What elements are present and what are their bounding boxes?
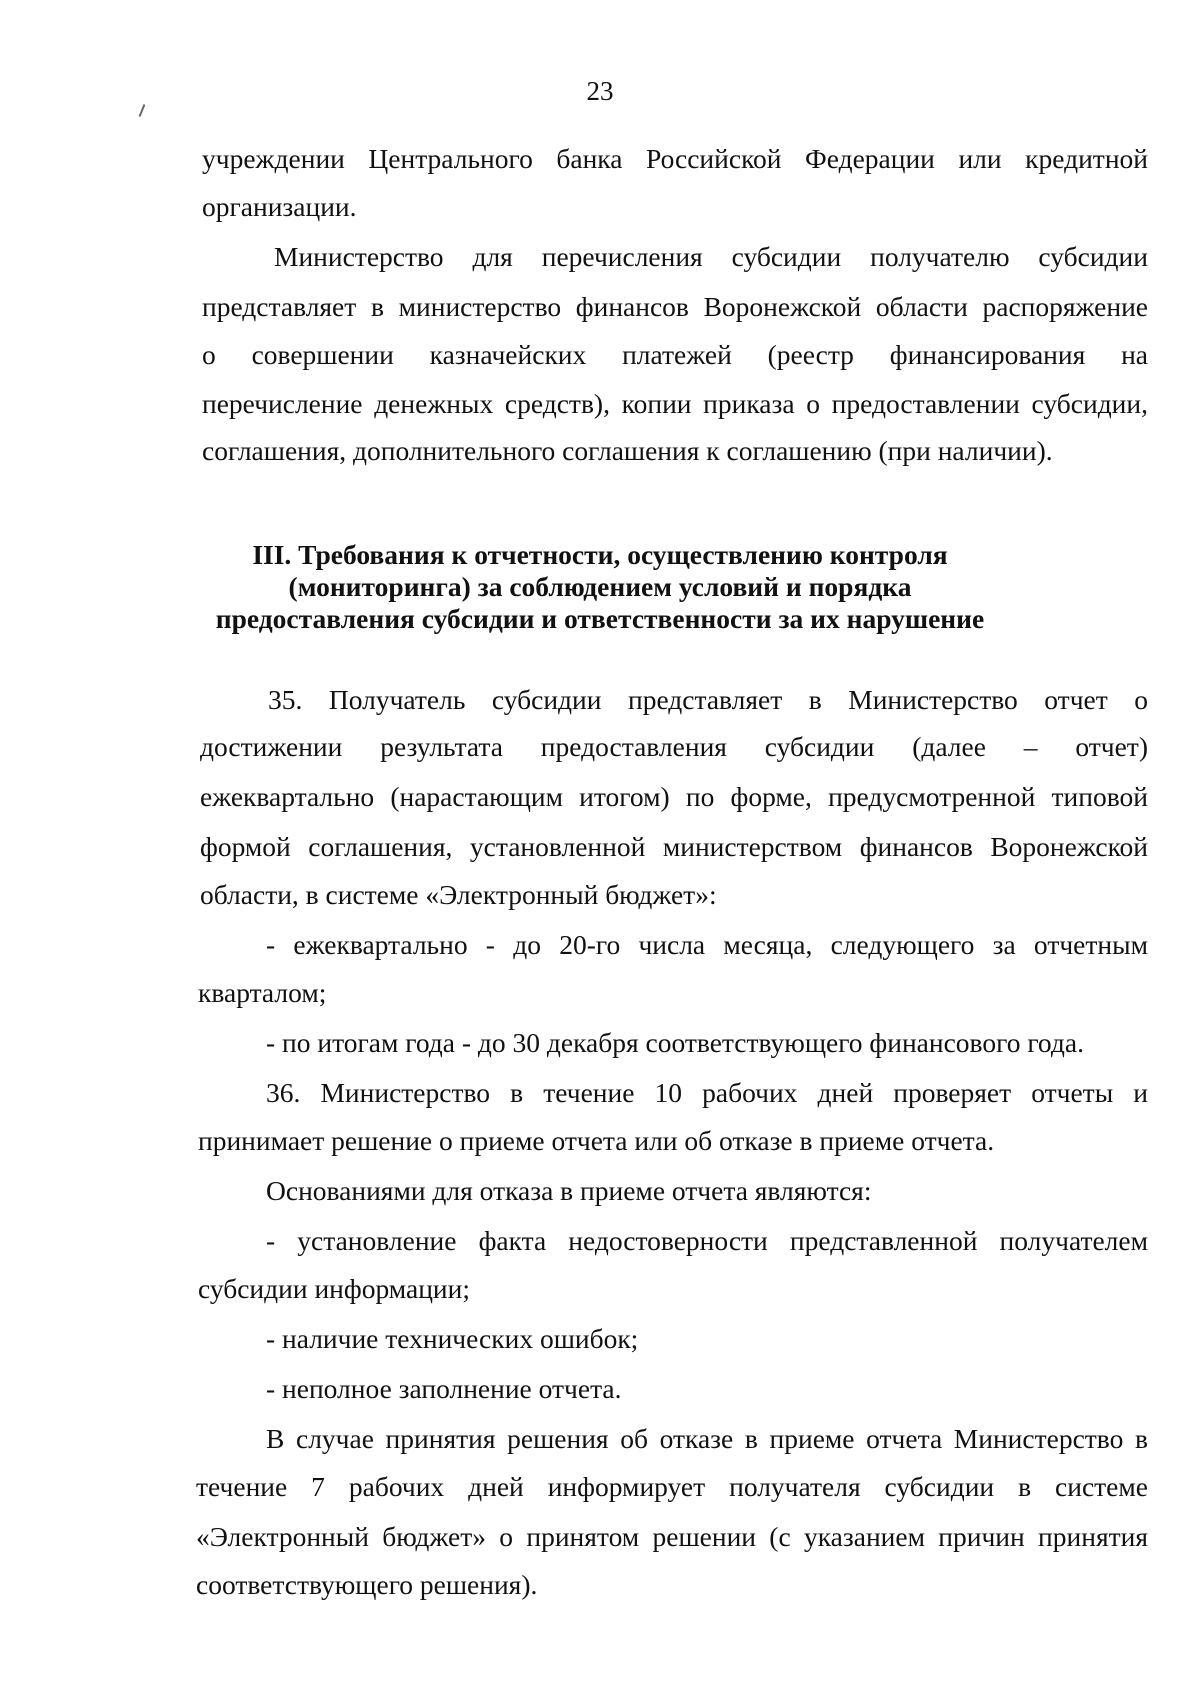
text-line: Министерство для перечисления субсидии получателю субсидии (274, 241, 1148, 272)
section-heading-line: (мониторинга) за соблюдением условий и порядка (288, 571, 912, 602)
text-line: 35. Получатель субсидии представляет в Министерство отчет о (268, 684, 1148, 715)
text-line: течение 7 рабочих дней информирует получателя субсидии в системе (196, 1471, 1148, 1502)
text-line: формой соглашения, установленной министерством финансов Воронежской (200, 831, 1148, 862)
text-line: учреждении Центрального банка Российской Федерации или кредитной (202, 143, 1148, 174)
section-heading-line: предоставления субсидии и ответственности за их нарушение (215, 603, 985, 634)
text-line: - установление факта недостоверности представленной получателем (266, 1225, 1148, 1256)
text-line: представляет в министерство финансов Воронежской области распоряжение (202, 291, 1148, 322)
text-line: - по итогам года - до 30 декабря соответствующего финансового года. (266, 1027, 1084, 1058)
text-line: «Электронный бюджет» о принятом решении (с указанием причин принятия (196, 1521, 1148, 1552)
text-line: перечисление денежных средств), копии приказа о предоставлении субсидии, (202, 388, 1148, 419)
text-line: соответствующего решения). (196, 1569, 538, 1600)
text-line: ежеквартально (нарастающим итогом) по форме, предусмотренной типовой (200, 781, 1148, 812)
text-line: - наличие технических ошибок; (266, 1323, 639, 1354)
text-line: Основаниями для отказа в приеме отчета являются: (266, 1175, 872, 1206)
text-line: 36. Министерство в течение 10 рабочих дней проверяет отчеты и (266, 1077, 1148, 1108)
text-line: субсидии информации; (198, 1273, 470, 1304)
text-line: соглашения, дополнительного соглашения к соглашению (при наличии). (202, 435, 1053, 466)
text-line: принимает решение о приеме отчета или об отказе в приеме отчета. (198, 1125, 995, 1156)
text-line: о совершении казначейских платежей (реестр финансирования на (202, 339, 1148, 370)
text-line: организации. (202, 191, 357, 222)
section-heading-line: III. Требования к отчетности, осуществлению контроля (252, 539, 948, 570)
text-line: кварталом; (198, 977, 327, 1008)
text-line: В случае принятия решения об отказе в приеме отчета Министерство в (266, 1423, 1148, 1454)
text-line: области, в системе «Электронный бюджет»: (200, 879, 717, 910)
text-line: достижении результата предоставления субсидии (далее – отчет) (200, 731, 1148, 762)
page-number: 23 (586, 76, 614, 106)
text-line: - ежеквартально - до 20-го числа месяца, следующего за отчетным (266, 929, 1148, 960)
text-line: - неполное заполнение отчета. (266, 1373, 622, 1404)
